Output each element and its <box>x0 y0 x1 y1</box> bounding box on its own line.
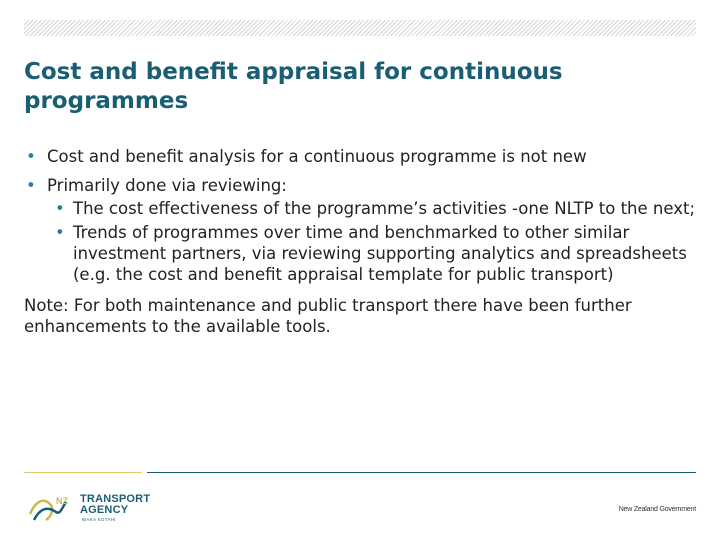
bullet-icon: • <box>55 199 65 218</box>
footer-rule-gold <box>24 472 142 473</box>
bullet-item <box>24 175 696 285</box>
slide-title: Cost and benefit appraisal for continuous programmes <box>24 59 563 114</box>
header-hatch-band <box>24 20 696 36</box>
nz-government-mark: New Zealand Government <box>618 506 696 513</box>
sub-bullet-item <box>47 222 696 285</box>
nzta-emblem-icon <box>26 494 82 526</box>
note-text: Note: For both maintenance and public transport there have been further enhancements to the available tools. <box>24 296 632 336</box>
footer-rule-teal <box>147 472 696 473</box>
sub-bullet-text: The cost effectiveness of the programme’s activities -one NLTP to the next; <box>73 199 696 218</box>
logo-prefix: NZ <box>56 496 68 506</box>
nzta-logo <box>26 494 156 526</box>
logo-line-2: AGENCY <box>80 504 129 516</box>
sub-bullet-text: Trends of programmes over time and benchmarked to other similar investment partners, via reviewing supporting analytics and spreadsheets <box>73 223 687 263</box>
sub-bullet-example: (e.g. the cost and benefit appraisal template for public transport) <box>73 265 614 284</box>
logo-tagline: WAKA KOTAHI <box>82 517 116 522</box>
bullet-icon: • <box>26 147 36 166</box>
bullet-list <box>24 146 696 285</box>
bullet-icon: • <box>26 176 36 195</box>
bullet-icon: • <box>55 223 65 242</box>
bullet-text: Primarily done via reviewing: <box>47 176 287 195</box>
bullet-item <box>24 146 696 167</box>
bullet-text: Cost and benefit analysis for a continuous programme is not new <box>47 147 587 166</box>
sub-bullet-item <box>47 198 696 219</box>
slide-body <box>24 146 696 337</box>
logo-wordmark <box>80 494 150 516</box>
sub-bullet-list <box>47 198 696 285</box>
logo-line-1: TRANSPORT <box>80 493 151 505</box>
